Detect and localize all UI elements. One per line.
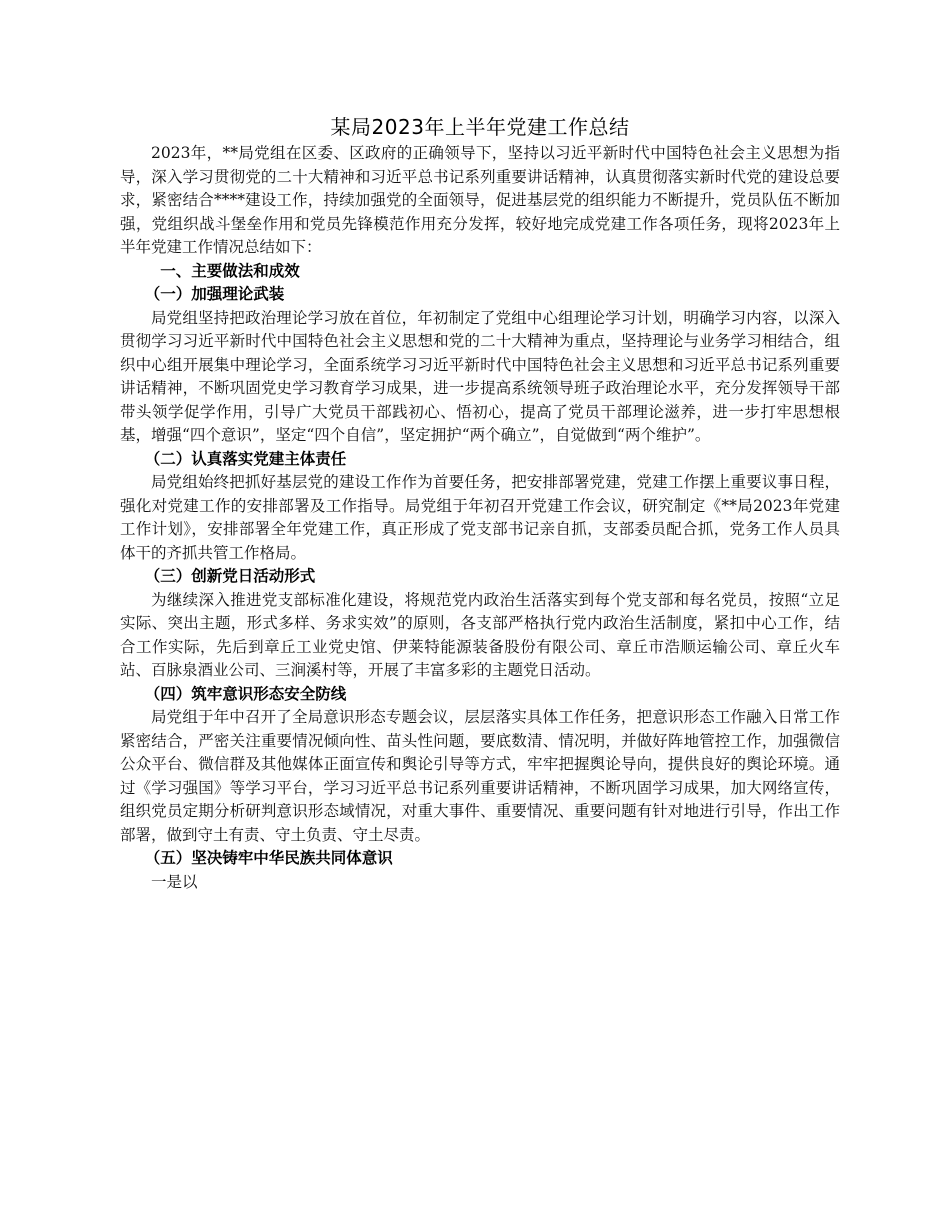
- subsection-heading-responsibility: （二）认真落实党建主体责任: [144, 449, 347, 468]
- subsection-heading-party-day: （三）创新党日活动形式: [144, 567, 316, 585]
- subsection-heading-ideology: （四）筑牢意识形态安全防线: [144, 684, 347, 703]
- document-title: 某局2023年上半年党建工作总结: [330, 115, 630, 139]
- subsection-body-national-unity: 一是以: [151, 872, 198, 891]
- subsection-body-ideology: 局党组于年中召开了全局意识形态专题会议，层层落实具体工作任务，把意识形态工作融入日常工作紧密结合，严密关注重要情况倾向性、苗头性问题，要底数清、情况明，并做好阵地管控工作，加强微信公众平台、微信群及其他媒体正面宣传和舆论引导等方式，牢牢把握舆论导向，提供良好的舆论环境。通过《学习强国》等学习平台，学习习近平总书记系列重要讲话精神，不断巩固学习成果，加大网络宣传，组织党员定期分析研判意识形态域情况，对重大事件、重要情况、重要问题有针对地进行引导，作出工作部署，做到守土有责、守土负责、守土尽责。: [120, 708, 840, 844]
- intro-paragraph: 2023年，**局党组在区委、区政府的正确领导下，坚持以习近平新时代中国特色社会主义思想为指导，深入学习贯彻党的二十大精神和习近平总书记系列重要讲话精神，认真贯彻落实新时代党的建设总要求，紧密结合****建设工作，持续加强党的全面领导，促进基层党的组织能力不断提升，党员队伍不断加强，党组织战斗堡垒作用和党员先锋模范作用充分发挥，较好地完成党建工作各项任务，现将2023年上半年党建工作情况总结如下：: [120, 144, 840, 256]
- subsection-body-party-day: 为继续深入推进党支部标准化建设，将规范党内政治生活落实到每个党支部和每名党员，按照“立足实际、突出主题，形式多样、务求实效”的原则，各支部严格执行党内政治生活制度，紧扣中心工作，结合工作实际，先后到章丘工业党史馆、伊莱特能源装备股份有限公司、章丘市浩顺运输公司、章丘火车站、百脉泉酒业公司、三涧溪村等，开展了丰富多彩的主题党日活动。: [120, 590, 840, 679]
- subsection-body-responsibility: 局党组始终把抓好基层党的建设工作作为首要任务，把安排部署党建，党建工作摆上重要议事日程，强化对党建工作的安排部署及工作指导。局党组于年初召开党建工作会议，研究制定《**局2023年党建工作计划》，安排部署全年党建工作，真正形成了党支部书记亲自抓，支部委员配合抓，党务工作人员具体干的齐抓共管工作格局。: [120, 473, 840, 562]
- subsection-heading-theory: （一）加强理论武装: [144, 285, 285, 303]
- document-content: [120, 112, 840, 894]
- subsection-heading-national-unity: （五）坚决铸牢中华民族共同体意识: [144, 849, 393, 867]
- subsection-body-theory: 局党组坚持把政治理论学习放在首位，年初制定了党组中心组理论学习计划，明确学习内容，以深入贯彻学习习近平新时代中国特色社会主义思想和党的二十大精神为重点，坚持理论与业务学习相结合，组织中心组开展集中理论学习，全面系统学习习近平新时代中国特色社会主义思想和习近平总书记系列重要讲话精神，不断巩固党史学习教育学习成果，进一步提高系统领导班子政治理论水平，充分发挥领导干部带头领学促学作用，引导广大党员干部践初心、悟初心，提高了党员干部理论滋养，进一步打牢思想根基，增强“四个意识”，坚定“四个自信”，坚定拥护“两个确立”，自觉做到“两个维护”。: [120, 308, 840, 444]
- section-heading-main-practices: 一、主要做法和成效: [160, 261, 300, 280]
